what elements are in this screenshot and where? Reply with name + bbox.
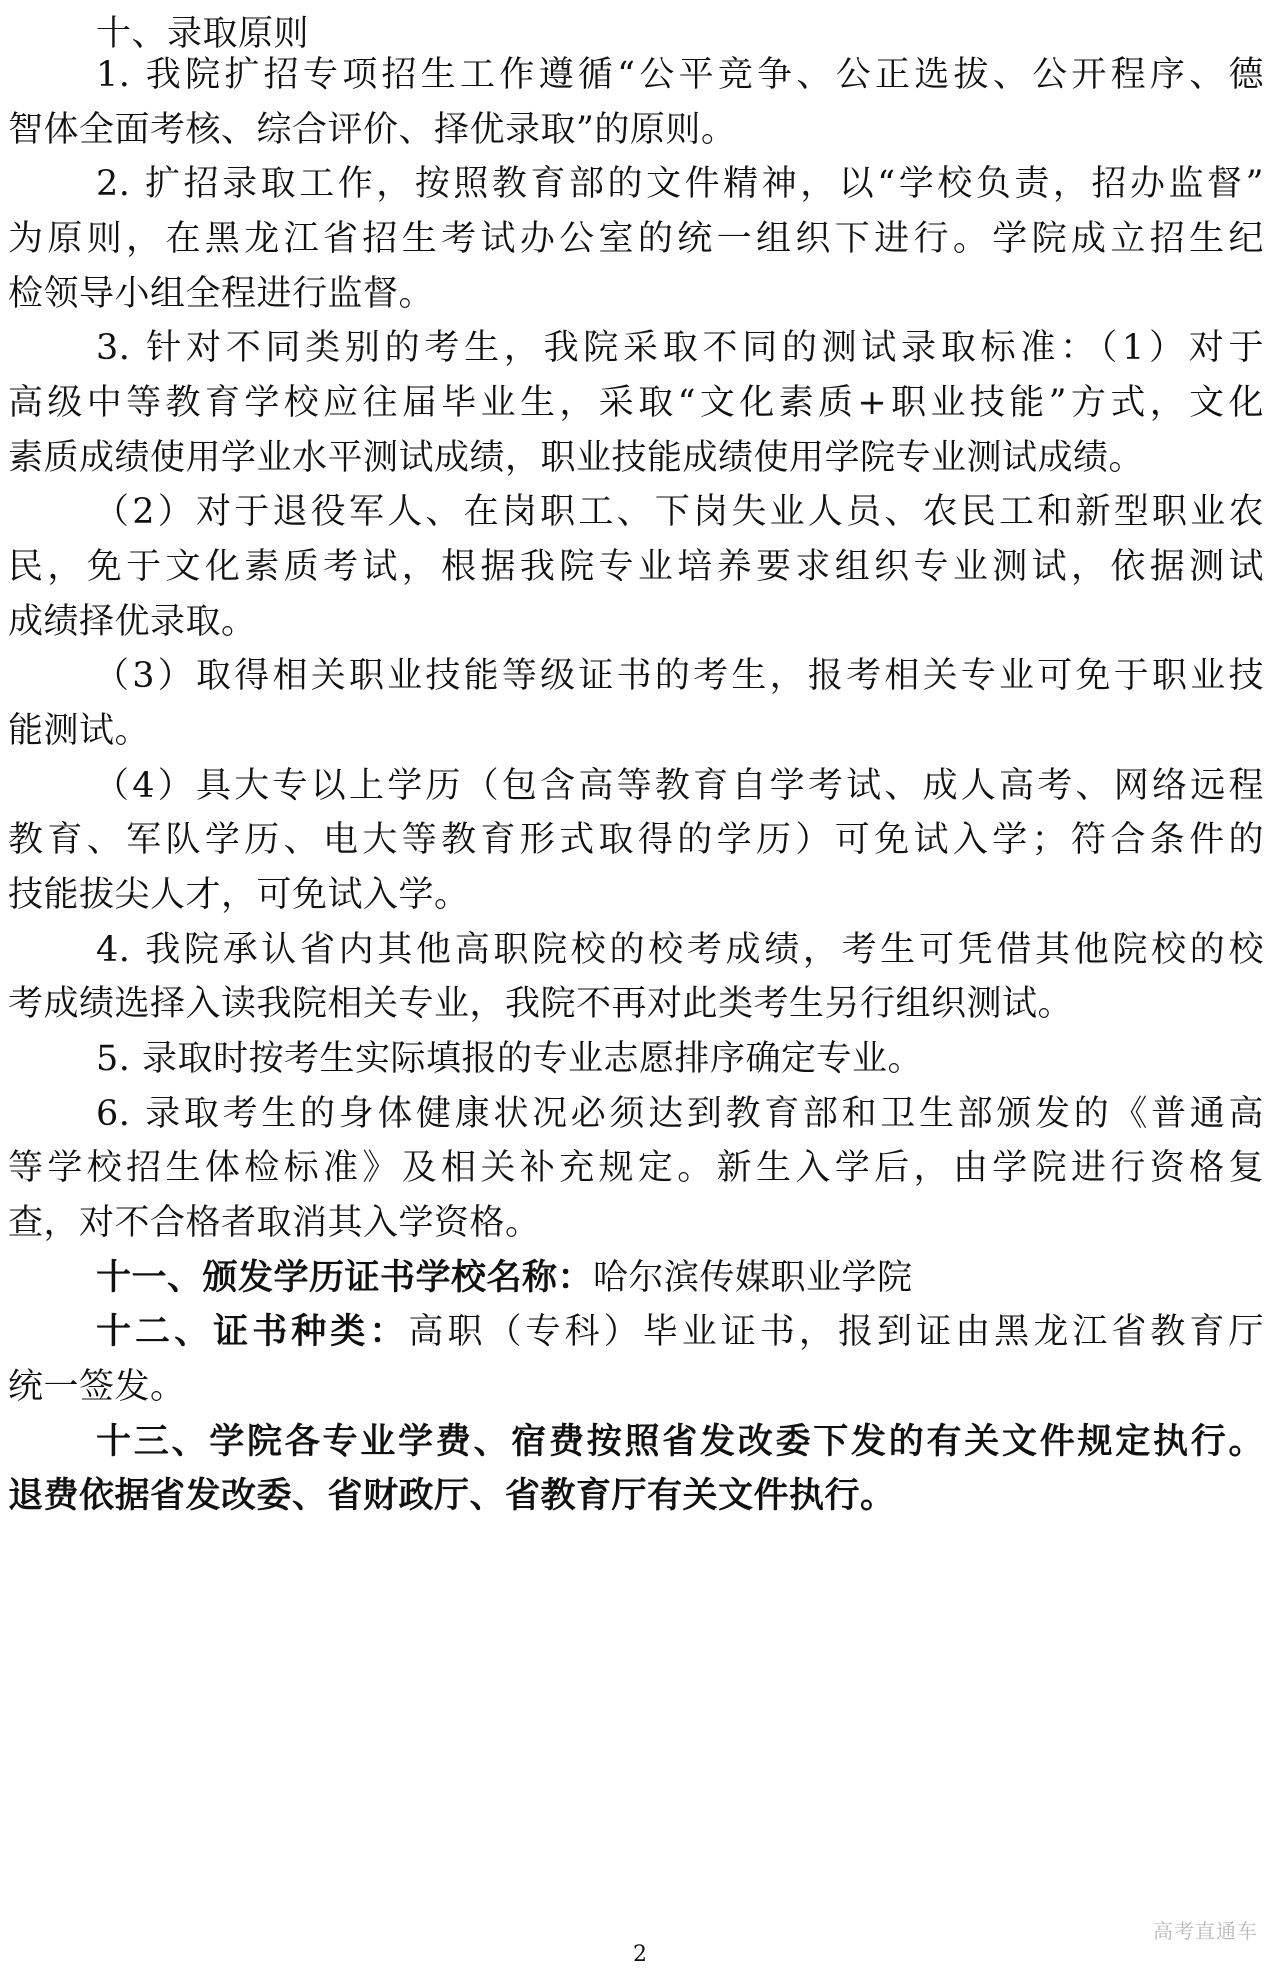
paragraph-line: 5. 录取时按考生实际填报的专业志愿排序确定专业。 xyxy=(96,1039,924,1079)
paragraph-line: 检领导小组全程进行监督。 xyxy=(8,274,435,314)
paragraph-line: 查，对不合格者取消其入学资格。 xyxy=(8,1203,541,1243)
paragraph-line: 为原则，在黑龙江省招生考试办公室的统一组织下进行。学院成立招生纪 xyxy=(8,219,1264,259)
paragraph-line: 2. 扩招录取工作，按照教育部的文件精神，以“学校负责，招办监督” xyxy=(96,164,1264,204)
paragraph-line: 教育、军队学历、电大等教育形式取得的学历）可免试入学；符合条件的 xyxy=(8,820,1264,860)
paragraph-line: 考成绩选择入读我院相关专业，我院不再对此类考生另行组织测试。 xyxy=(8,984,1074,1024)
paragraph-line: （4）具大专以上学历（包含高等教育自学考试、成人高考、网络远程 xyxy=(94,766,1264,806)
section-heading-admission-principles: 十、录取原则 xyxy=(96,14,310,54)
paragraph-line: 1. 我院扩招专项招生工作遵循“公平竞争、公正选拔、公开程序、德 xyxy=(96,55,1264,95)
section-13-line-2: 退费依据省发改委、省财政厅、省教育厅有关文件执行。 xyxy=(8,1476,896,1516)
section-12-continuation: 统一签发。 xyxy=(8,1367,186,1407)
paragraph-line: （3）取得相关职业技能等级证书的考生，报考相关专业可免于职业技 xyxy=(94,656,1264,696)
paragraph-line: 3. 针对不同类别的考生，我院采取不同的测试录取标准：（1）对于 xyxy=(96,328,1264,368)
section-11-label: 十一、颁发学历证书学校名称： xyxy=(96,1258,594,1298)
paragraph-line: 等学校招生体检标准》及相关补充规定。新生入学后，由学院进行资格复 xyxy=(8,1148,1264,1188)
paragraph-line: 民，免于文化素质考试，根据我院专业培养要求组织专业测试，依据测试 xyxy=(8,547,1264,587)
paragraph-line: 成绩择优录取。 xyxy=(8,602,257,642)
section-12-value: 高职（专科）毕业证书，报到证由黑龙江省教育厅 xyxy=(408,1312,1264,1352)
paragraph-line: 技能拔尖人才，可免试入学。 xyxy=(8,875,470,915)
paragraph-line: 4. 我院承认省内其他高职院校的校考成绩，考生可凭借其他院校的校 xyxy=(96,930,1264,970)
paragraph-line: 6. 录取考生的身体健康状况必须达到教育部和卫生部颁发的《普通高 xyxy=(96,1094,1264,1134)
page-number: 2 xyxy=(633,1942,647,1967)
paragraph-line: 高级中等教育学校应往届毕业生，采取“文化素质+职业技能”方式，文化 xyxy=(8,383,1264,423)
section-12-label: 十二、证书种类： xyxy=(96,1312,409,1352)
paragraph-line: 智体全面考核、综合评价、择优录取”的原则。 xyxy=(8,110,737,150)
watermark-text: 高考直通车 xyxy=(1153,1919,1258,1943)
section-13-line-1: 十三、学院各专业学费、宿费按照省发改委下发的有关文件规定执行。 xyxy=(96,1422,1264,1462)
paragraph-line: 能测试。 xyxy=(8,711,151,751)
section-11-value: 哈尔滨传媒职业学院 xyxy=(593,1258,913,1298)
paragraph-line: （2）对于退役军人、在岗职工、下岗失业人员、农民工和新型职业农 xyxy=(94,492,1264,532)
paragraph-line: 素质成绩使用学业水平测试成绩，职业技能成绩使用学院专业测试成绩。 xyxy=(8,438,1145,478)
